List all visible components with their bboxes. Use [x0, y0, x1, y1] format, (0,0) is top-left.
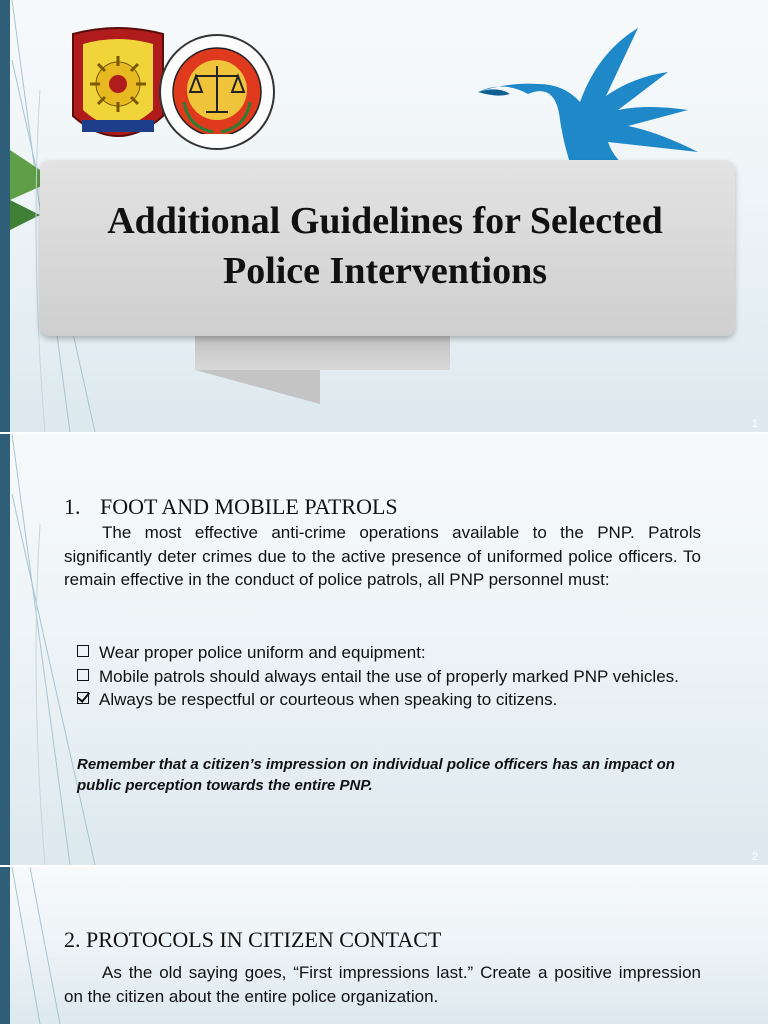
requirements-list — [77, 641, 717, 712]
list-item: Mobile patrols should always entail the use of properly marked PNP vehicles. — [77, 665, 717, 689]
checkbox-icon — [77, 669, 89, 681]
reminder-note: Remember that a citizen’s impression on individual police officers has an impact on public perception towards the entire PNP. — [77, 756, 675, 794]
section-heading-2: 2. PROTOCOLS IN CITIZEN CONTACT — [64, 927, 442, 952]
list-item: Wear proper police uniform and equipment: — [77, 641, 717, 665]
slide-1 — [0, 0, 768, 432]
pnp-logo — [68, 26, 168, 152]
section-heading-1 — [64, 494, 398, 520]
list-item: Always be respectful or courteous when speaking to citizens. — [77, 688, 717, 712]
section-paragraph-2: As the old saying goes, “First impressions last.” Create a positive impression on the citizen about the entire police organization. — [64, 963, 701, 1006]
title-line-1: Additional Guidelines for Selected — [107, 200, 663, 242]
title-line-2: Police Interventions — [222, 250, 547, 292]
banner-ribbon-tail — [195, 330, 450, 370]
hrao-seal-logo — [158, 32, 276, 152]
slide-title — [40, 196, 730, 296]
section-paragraph: The most effective anti-crime operations available to the PNP. Patrols significantly deter crimes due to the active presence of uniformed police officers. To remain effective in the conduct of police patrols, all PNP personnel must: — [64, 523, 701, 589]
slide-number: 2 — [751, 851, 758, 863]
banner-ribbon-fold — [195, 370, 320, 404]
checked-checkbox-icon — [77, 692, 89, 704]
heading-number: 1. — [64, 494, 81, 519]
checkbox-icon — [77, 645, 89, 657]
heading-text: FOOT AND MOBILE PATROLS — [100, 494, 398, 519]
slide-number: 1 — [751, 418, 758, 430]
